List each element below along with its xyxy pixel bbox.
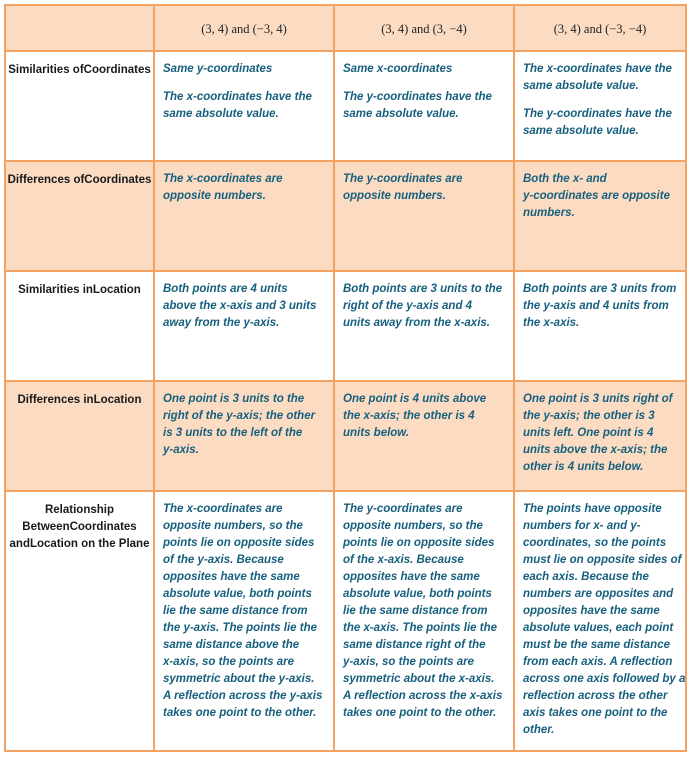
cell-line: points lie on opposite sides — [343, 537, 495, 549]
cell-line: the x-axis. — [523, 317, 580, 329]
cell-line: takes one point to the other. — [343, 707, 497, 719]
cell-paragraph — [163, 89, 327, 123]
cell-line: coordinates, so the points — [523, 537, 667, 549]
cell-line: must be the same distance — [523, 639, 670, 651]
cell-line: The x-coordinates are — [163, 173, 283, 185]
cell-line: above the x-axis and 3 units — [163, 300, 317, 312]
cell-line: away from the y-axis. — [163, 317, 280, 329]
cell-line: y-coordinates are opposite — [523, 190, 670, 202]
cell-paragraph — [343, 501, 507, 722]
table-cell-col-3 — [514, 381, 686, 491]
table-cell-col-2 — [334, 381, 514, 491]
cell-line: The y-coordinates have the — [343, 91, 492, 103]
cell-line: right of the y-axis and 4 — [343, 300, 473, 312]
cell-line: same absolute value. — [343, 108, 459, 120]
row-label-line: Location — [93, 394, 142, 406]
table-cell-col-2 — [334, 271, 514, 381]
cell-line: x-axis, so the points are — [163, 656, 295, 668]
cell-paragraph — [343, 171, 507, 205]
cell-line: numbers for x- and y- — [523, 520, 641, 532]
cell-paragraph — [523, 171, 679, 222]
row-label-line: Coordinates — [84, 174, 152, 186]
cell-paragraph — [163, 391, 327, 459]
cell-line: opposites have the same — [343, 571, 480, 583]
cell-line: the y-axis. The points lie the — [163, 622, 318, 634]
cell-paragraph — [523, 501, 686, 739]
cell-paragraph — [523, 106, 679, 140]
cell-line: the y-axis; the other is 3 — [523, 410, 655, 422]
cell-line: other is 4 units below. — [523, 461, 644, 473]
cell-line: The y-coordinates are — [343, 503, 463, 515]
cell-line: absolute value, both points — [163, 588, 312, 600]
cell-line: opposite numbers, so the — [343, 520, 483, 532]
cell-paragraph — [163, 61, 327, 78]
cell-line: The x-coordinates have the — [163, 91, 312, 103]
cell-line: of the x-axis. Because — [343, 554, 464, 566]
cell-line: Both points are 3 units to the — [343, 283, 503, 295]
table-cell-col-3 — [514, 51, 686, 161]
table-row — [5, 161, 686, 271]
cell-line: Both points are 3 units from — [523, 283, 677, 295]
cell-paragraph — [343, 281, 507, 332]
cell-paragraph — [523, 61, 679, 95]
cell-line: is 3 units to the left of the — [163, 427, 303, 439]
cell-line: y-axis, so the points are — [343, 656, 475, 668]
cell-paragraph — [523, 281, 679, 332]
cell-line: lie the same distance from — [343, 605, 488, 617]
cell-line: reflection across the other — [523, 690, 668, 702]
cell-line: symmetric about the y-axis. — [163, 673, 315, 685]
table-cell-col-3 — [514, 161, 686, 271]
cell-line: of the y-axis. Because — [163, 554, 284, 566]
cell-line: units away from the x-axis. — [343, 317, 490, 329]
table-cell-col-3 — [514, 491, 686, 751]
cell-line: absolute values, each point — [523, 622, 674, 634]
cell-line: units below. — [343, 427, 410, 439]
cell-line: each axis. Because the — [523, 571, 649, 583]
cell-line: absolute value, both points — [343, 588, 492, 600]
table-cell-col-2 — [334, 491, 514, 751]
table-cell-col-1 — [154, 271, 334, 381]
cell-line: opposite numbers. — [343, 190, 446, 202]
cell-line: units left. One point is 4 — [523, 427, 654, 439]
cell-line: numbers. — [523, 207, 575, 219]
cell-paragraph — [343, 61, 507, 78]
table-cell-col-1 — [154, 51, 334, 161]
cell-line: One point is 3 units to the — [163, 393, 305, 405]
cell-line: lie the same distance from — [163, 605, 308, 617]
cell-line: y-axis. — [163, 444, 199, 456]
cell-paragraph — [343, 391, 507, 442]
row-label-line: Location — [92, 284, 141, 296]
row-label-cell — [5, 381, 154, 491]
row-label-cell — [5, 271, 154, 381]
table-cell-col-1 — [154, 491, 334, 751]
header-corner-cell — [5, 5, 154, 51]
table-cell-col-1 — [154, 161, 334, 271]
cell-line: from each axis. A reflection — [523, 656, 673, 668]
table-cell-col-2 — [334, 161, 514, 271]
row-label-cell — [5, 51, 154, 161]
cell-line: same absolute value. — [523, 80, 639, 92]
cell-paragraph — [163, 501, 327, 722]
comparison-table — [4, 4, 687, 752]
cell-line: The x-coordinates have the — [523, 63, 672, 75]
table-row — [5, 51, 686, 161]
cell-line: Same y-coordinates — [163, 63, 273, 75]
row-label-cell — [5, 161, 154, 271]
row-label-line: Coordinates — [83, 64, 151, 76]
cell-line: A reflection across the y-axis — [163, 690, 323, 702]
table-row — [5, 271, 686, 381]
row-label-line: Coordinates and — [9, 521, 137, 550]
cell-line: The x-coordinates are — [163, 503, 283, 515]
header-col-2 — [334, 5, 514, 51]
row-label-line: Similarities in — [18, 284, 93, 296]
row-label-line: Similarities of — [8, 64, 84, 76]
table-row — [5, 381, 686, 491]
cell-line: opposites have the same — [163, 571, 300, 583]
table-row — [5, 491, 686, 751]
cell-line: units above the x-axis; the — [523, 444, 668, 456]
table-cell-col-1 — [154, 381, 334, 491]
cell-paragraph — [523, 391, 679, 476]
cell-line: symmetric about the x-axis. — [343, 673, 495, 685]
cell-line: the y-axis and 4 units from — [523, 300, 669, 312]
row-label-cell — [5, 491, 154, 751]
cell-line: same distance above the — [163, 639, 300, 651]
row-label-line: Differences of — [7, 174, 85, 186]
cell-line: same absolute value. — [163, 108, 279, 120]
cell-line: takes one point to the other. — [163, 707, 317, 719]
table-cell-col-2 — [334, 51, 514, 161]
cell-line: axis takes one point to the — [523, 707, 668, 719]
row-label-line: Relationship Between — [22, 504, 114, 533]
cell-paragraph — [163, 281, 327, 332]
cell-line: across one axis followed by a — [523, 673, 686, 685]
row-label-line: Location on the Plane — [29, 538, 150, 550]
header-col-1 — [154, 5, 334, 51]
header-col-1-label: (3, 4) and (−3, 4) — [201, 21, 287, 36]
header-col-2-label: (3, 4) and (3, −4) — [381, 21, 467, 36]
cell-line: must lie on opposite sides of — [523, 554, 682, 566]
cell-line: points lie on opposite sides — [163, 537, 315, 549]
cell-line: right of the y-axis; the other — [163, 410, 316, 422]
header-row — [5, 5, 686, 51]
cell-line: Both the x- and — [523, 173, 607, 185]
cell-line: One point is 4 units above — [343, 393, 487, 405]
cell-line: A reflection across the x-axis — [343, 690, 503, 702]
header-col-3-label: (3, 4) and (−3, −4) — [553, 21, 647, 36]
cell-line: opposite numbers, so the — [163, 520, 303, 532]
cell-paragraph — [343, 89, 507, 123]
cell-line: Both points are 4 units — [163, 283, 288, 295]
cell-line: Same x-coordinates — [343, 63, 453, 75]
cell-line: opposites have the same — [523, 605, 660, 617]
cell-line: the x-axis; the other is 4 — [343, 410, 475, 422]
cell-line: The points have opposite — [523, 503, 662, 515]
cell-line: The y-coordinates have the — [523, 108, 672, 120]
cell-line: other. — [523, 724, 555, 736]
cell-line: the x-axis. The points lie the — [343, 622, 498, 634]
table-cell-col-3 — [514, 271, 686, 381]
cell-paragraph — [163, 171, 327, 205]
cell-line: same distance right of the — [343, 639, 486, 651]
row-label-line: Differences in — [17, 394, 94, 406]
cell-line: opposite numbers. — [163, 190, 266, 202]
cell-line: The y-coordinates are — [343, 173, 463, 185]
header-col-3 — [514, 5, 686, 51]
cell-line: numbers are opposites and — [523, 588, 674, 600]
cell-line: One point is 3 units right of — [523, 393, 673, 405]
cell-line: same absolute value. — [523, 125, 639, 137]
